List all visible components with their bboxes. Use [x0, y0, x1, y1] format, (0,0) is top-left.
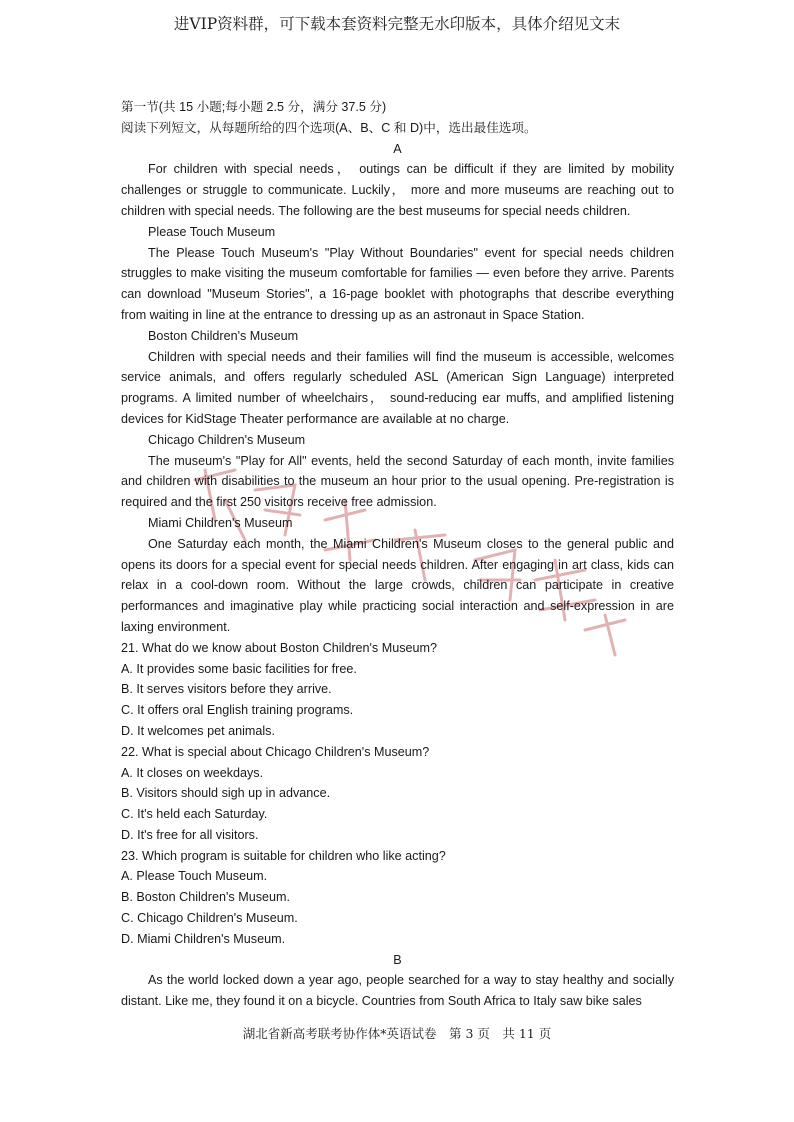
museum-text: Children with special needs and their families will find the museum is accessible, welcomes service animals, and offers regularly scheduled ASL (American Sign Language) interpreted programs. A limited number of wheelchairs， sound-reducing ear muffs, and amplified listening devices for KidStage Theater performance are available at no charge.: [121, 349, 674, 426]
question-stem: 21. What do we know about Boston Children's Museum?: [121, 640, 438, 655]
top-banner: 进VIP资料群，可下载本套资料完整无水印版本，具体介绍见文末: [173, 15, 621, 33]
passage-a-intro: For children with special needs， outings can be difficult if they are limited by mobility challenges or struggle to communicate. Luckily， more and more museums are reaching out to children with special needs. The following are the best museums for special needs children.: [121, 162, 674, 218]
museum-text: The museum's "Play for All" events, held the second Saturday of each month, invite families and children with disabilities to the museum an hour prior to the usual opening. Pre-registration is required and the first 250 visitors receive free admission.: [121, 453, 674, 510]
question-option: C. It offers oral English training programs.: [121, 703, 354, 718]
page-footer: 湖北省新高考联考协作体*英语试卷 第 3 页 共 11 页: [242, 1026, 552, 1041]
passage-b-text: As the world locked down a year ago, people searched for a way to stay healthy and socially distant. Like me, they found it on a bicycle. Countries from South Africa to Italy saw bike sales: [121, 973, 674, 1009]
question-option: B. Boston Children's Museum.: [121, 890, 290, 905]
question-option: D. Miami Children's Museum.: [121, 931, 286, 946]
museum-text: The Please Touch Museum's "Play Without Boundaries" event for special needs children struggles to make visiting the museum comfortable for families — even before they arrive. Parents can download "Museum Stories", a 16-page booklet with photographs that describe everything from waiting in line at the entrance to dressing up as an astronaut in Space Station.: [121, 245, 674, 322]
museum-title: Please Touch Museum: [148, 224, 276, 239]
museum-title: Chicago Children's Museum: [148, 432, 306, 447]
question-option: A. Please Touch Museum.: [121, 869, 268, 884]
question-option: B. Visitors should sigh up in advance.: [121, 786, 331, 801]
instructions: 阅读下列短文，从每题所给的四个选项(A、B、C 和 D)中，选出最佳选项。: [121, 120, 537, 135]
museum-title: Boston Children's Museum: [148, 328, 299, 343]
question-option: A. It closes on weekdays.: [121, 765, 264, 780]
question-option: C. Chicago Children's Museum.: [121, 911, 298, 926]
question-option: D. It welcomes pet animals.: [121, 723, 275, 738]
question-option: C. It's held each Saturday.: [121, 807, 268, 822]
question-stem: 23. Which program is suitable for children who like acting?: [121, 848, 446, 863]
museum-text: One Saturday each month, the Miami Children's Museum closes to the general public and opens its doors for a special event for special needs children. After engaging in art class, kids can relax in a cool-down room. Without the large crowds, children can participate in creative performances and imaginative play while practicing social interaction and self-expression in are laxing environment.: [121, 536, 674, 634]
document-body: [121, 97, 674, 1012]
question-stem: 22. What is special about Chicago Children's Museum?: [121, 744, 430, 759]
section-header: 第一节(共 15 小题;每小题 2.5 分，满分 37.5 分): [121, 100, 387, 114]
question-option: B. It serves visitors before they arrive.: [121, 682, 332, 697]
museum-title: Miami Children's Museum: [148, 515, 293, 530]
question-option: D. It's free for all visitors.: [121, 827, 259, 842]
passage-b-label: B: [393, 952, 402, 967]
passage-a-label: A: [393, 141, 402, 156]
question-option: A. It provides some basic facilities for free.: [121, 661, 357, 676]
